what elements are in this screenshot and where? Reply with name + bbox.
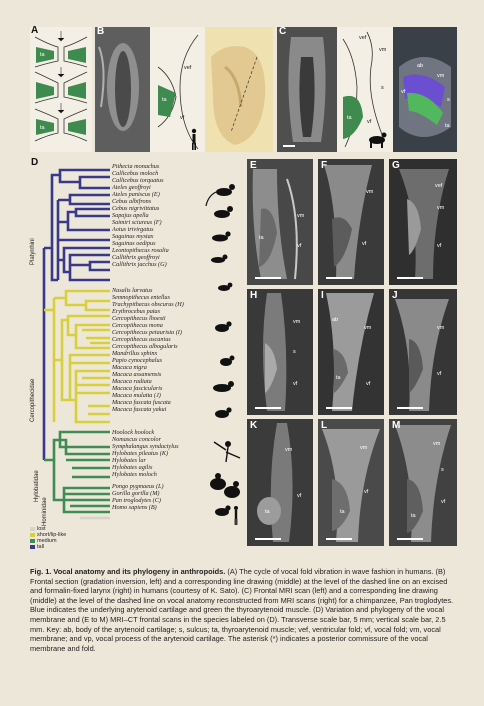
panel-h-tag: vf [293, 381, 298, 387]
panel-i-tag: vf [366, 381, 371, 387]
panel-i-tag: vm [364, 325, 372, 331]
legend-item-medium: medium [30, 538, 57, 544]
panel-m-tag: s [441, 467, 444, 473]
species-name: Homo sapiens (B) [112, 504, 157, 511]
caption-body: (A) The cycle of vocal fold vibration in wave fashion in humans. (B) Frontal section (gradation inversion, left) and a corresponding line drawing (middle) at the level of the dashed line on an excised and formalin-fixed larynx (right) in humans (courtesy of K. Sato). (C) Frontal MRI scan (left) and a corresponding line drawing (middle) at the level of the dashed line on vocal anatomy reconstructed from MRI scans (right) for a chimpanzee, Pan troglodytes. Blue indicates the underlying arytenoid cartilage and green the thyroarytenoid muscle. (D) Variation and phylogeny of the vocal membrane and (E to M) MRI–CT frontal scans in the species labeled on (D). Transverse scale bar, 5 mm; vertical scale bar, 2.5 mm. Key: ab, body of the arytenoid cartilage; s, sulcus; ta, thyroarytenoid muscle; vef, ventricular fold; vf, vocal fold; vm, vocal membrane; and vp, vocal process of the arytenoid cartilage. The asterisk (*) indicates a posterior commissure of the vocal membrane and fold. [30, 567, 454, 653]
chimpanzee-silhouette-icon [215, 505, 231, 516]
mri-scan-image [277, 27, 337, 152]
mri-scan-m [389, 419, 457, 546]
species-name: Macaca fuscata fuscata [112, 399, 171, 406]
panel-h-tag: s [293, 349, 296, 355]
panel-c-reconstruction [393, 27, 457, 152]
panel-a-tag: ta [40, 52, 45, 58]
panel-l [318, 419, 384, 546]
panel-j-tag: vm [437, 325, 445, 331]
panel-m-label: M [392, 420, 401, 431]
legend-item-tall: tall [30, 544, 44, 550]
species-name: Cercopithecus ascanius [112, 336, 171, 343]
panel-l-tag: vm [360, 445, 368, 451]
species-name: Pithecia monachus [112, 163, 160, 170]
larynx-photo-image [205, 27, 273, 152]
species-name: Erythrocebus patas [112, 308, 161, 315]
family-label-platyrrhini: Platyrrhini [30, 238, 36, 265]
panel-m-tag: vm [433, 441, 441, 447]
panel-c-tag: ta [445, 123, 450, 129]
panel-e [247, 159, 313, 285]
species-name: Mandrillus sphinx [112, 350, 158, 357]
phylogeny-tree [30, 160, 118, 560]
panel-c-drawing [337, 27, 393, 152]
larynx-line-drawing [150, 27, 205, 152]
legend-item-lost: lost [30, 526, 46, 532]
species-name: Hoolock hoolock [112, 429, 155, 436]
human-silhouette-icon [192, 129, 196, 150]
species-name: Cercopithecus albogularis [112, 343, 178, 350]
mri-scan-l [318, 419, 384, 546]
panel-j-tag: vf [437, 371, 442, 377]
panel-c-tag: vef [359, 35, 367, 41]
species-name: Cercopithecus mona [112, 322, 163, 329]
species-name: Pongo pygmaeus (L) [112, 483, 164, 490]
species-name: Hylobates moloch [112, 471, 157, 478]
phylogeny-branches [40, 160, 118, 560]
monkey-silhouette-icon [220, 356, 235, 367]
panel-l-tag: ta [340, 509, 345, 515]
gorilla-silhouette-icon [224, 481, 240, 498]
species-name: Macaca assamensis [112, 371, 162, 378]
panel-e-tag: vf [297, 243, 302, 249]
panel-b-tag: vef [184, 65, 192, 71]
panel-k-label: K [250, 420, 258, 431]
species-name: Gorilla gorilla (M) [112, 490, 160, 497]
mri-scan-h [247, 289, 313, 415]
orangutan-silhouette-icon [210, 473, 226, 490]
chimpanzee-line-drawing [337, 27, 393, 152]
figure-caption [30, 567, 458, 653]
panel-f-tag: vm [366, 189, 374, 195]
panel-g-tag: vm [437, 205, 445, 211]
panel-i-tag: ta [336, 375, 341, 381]
panel-b-larynx-photo [205, 27, 273, 152]
species-name: Callicebus moloch [112, 170, 159, 177]
panel-k-tag: ta [265, 509, 270, 515]
panel-b-label: B [97, 26, 105, 37]
species-name: Aotus trivirgatus [112, 226, 154, 233]
monkey-silhouette-icon [212, 231, 231, 241]
species-name: Hylobates lar [112, 457, 146, 464]
mri-scan-e [247, 159, 313, 285]
species-name: Saguinus oedipus [112, 240, 156, 247]
vocal-fold-cycle-diagram [30, 27, 92, 152]
panel-c-tag: ta [347, 115, 352, 121]
panel-c-tag: s [381, 85, 384, 91]
species-name: Saimiri sciureus (F) [112, 219, 162, 226]
panel-c-tag: s [447, 97, 450, 103]
panel-k [247, 419, 313, 546]
species-name: Macaca radiata [112, 378, 152, 385]
panel-c-tag: vf [401, 89, 406, 95]
baboon-silhouette-icon [213, 381, 234, 392]
panel-f-label: F [321, 160, 328, 171]
panel-l-label: L [321, 420, 328, 431]
species-name: Nasalis larvatus [112, 287, 153, 294]
species-name: Sapajus apella [112, 212, 149, 219]
panel-a [30, 27, 92, 152]
panel-h [247, 289, 313, 415]
panel-m [389, 419, 457, 546]
panel-l-tag: vf [364, 489, 369, 495]
panel-c-tag: vf [367, 119, 372, 125]
panel-f [318, 159, 384, 285]
panel-c-tag: vm [437, 73, 445, 79]
human-silhouette-icon [234, 506, 238, 525]
panel-i [318, 289, 384, 415]
gibbon-silhouette-icon [214, 441, 240, 462]
panel-a-label: A [31, 25, 39, 36]
mri-scan-j [389, 289, 457, 415]
panel-h-label: H [250, 290, 258, 301]
panel-e-tag: vm [297, 213, 305, 219]
panel-b-tag: ta [162, 97, 167, 103]
monkey-silhouette-icon [218, 283, 232, 291]
species-name: Macaca nigra [112, 364, 147, 371]
panel-k-tag: vf [297, 493, 302, 499]
panel-j-label: J [392, 290, 398, 301]
mri-scan-k [247, 419, 313, 546]
macaque-silhouette-icon [215, 407, 232, 418]
primate-silhouettes [196, 162, 248, 534]
monkey-silhouette-icon [215, 321, 232, 332]
species-name: Saguinus mystax [112, 233, 154, 240]
species-name: Ateles geoffroyi [112, 184, 151, 191]
panel-c-mri [277, 27, 337, 152]
species-name: Hylobates pileatus (K) [112, 450, 169, 457]
panel-m-tag: ta [411, 513, 416, 519]
panel-g [389, 159, 457, 285]
species-name: Cercopithecus petaurista (I) [112, 329, 182, 336]
panel-m-tag: vf [441, 499, 446, 505]
panel-b-tag: vf [180, 115, 185, 121]
panel-b-drawing [150, 27, 205, 152]
monkey-silhouette-icon [206, 184, 235, 206]
species-name: Ateles paniscus (E) [112, 191, 160, 198]
species-name: Cebus nigrivittatus [112, 205, 160, 212]
panel-a-tag: ta [40, 125, 45, 131]
legend [30, 526, 90, 556]
family-label-hominidae: Hominidae [42, 497, 48, 526]
panel-i-label: I [321, 290, 324, 301]
caption-title: Fig. 1. Vocal anatomy and its phylogeny in anthropoids. [30, 567, 226, 576]
species-name: Callicebus torquatus [112, 177, 164, 184]
species-name: Pan troglodytes (C) [112, 497, 161, 504]
frontal-section-image [95, 27, 150, 152]
family-label-cercopithecidae: Cercopithecidae [30, 378, 36, 422]
species-name: Trachypithecus obscurus (H) [112, 301, 184, 308]
monkey-silhouette-icon [211, 255, 228, 264]
panel-g-tag: vf [437, 243, 442, 249]
panel-k-tag: vm [285, 447, 293, 453]
family-label-hylobatidae: Hylobatidae [34, 470, 40, 502]
species-name: Macaca mulatta (J) [112, 392, 161, 399]
species-name: Macaca fuscata yakui [112, 406, 167, 413]
species-name: Leontopithecus rosalia [112, 247, 169, 254]
species-name: Semnopithecus entellus [112, 294, 170, 301]
species-name: Callithrix jacchus (G) [112, 261, 167, 268]
species-list [112, 164, 204, 564]
species-name: Cercopithecus lhoesti [112, 315, 166, 322]
panel-e-tag: ta [259, 235, 264, 241]
panel-c-tag: vm [379, 47, 387, 53]
chimpanzee-silhouette-icon [369, 133, 387, 149]
panel-g-tag: vef [435, 183, 443, 189]
legend-item-short: short/lip-like [30, 532, 66, 538]
species-name: Cebus albifrons [112, 198, 152, 205]
mri-scan-f [318, 159, 384, 285]
species-name: Callithrix geoffroyi [112, 254, 160, 261]
panel-b-section [95, 27, 150, 152]
species-name: Symphalangus syndactylus [112, 443, 179, 450]
panel-c-label: C [279, 26, 287, 37]
species-name: Hylobates agilis [112, 464, 153, 471]
panel-h-tag: vm [293, 319, 301, 325]
panel-c-tag: ab [417, 63, 424, 69]
mri-scan-i [318, 289, 384, 415]
mri-scan-g [389, 159, 457, 285]
species-name: Macaca fascicularis [112, 385, 163, 392]
species-name: Papio cynocephalus [112, 357, 163, 364]
species-name: Nomascus concolor [112, 436, 161, 443]
panel-e-label: E [250, 160, 257, 171]
panel-i-tag: ab [332, 317, 339, 323]
panel-f-tag: vf [362, 241, 367, 247]
panel-d-label: D [31, 157, 39, 168]
monkey-silhouette-icon [214, 206, 233, 218]
panel-g-label: G [392, 160, 400, 171]
panel-j [389, 289, 457, 415]
